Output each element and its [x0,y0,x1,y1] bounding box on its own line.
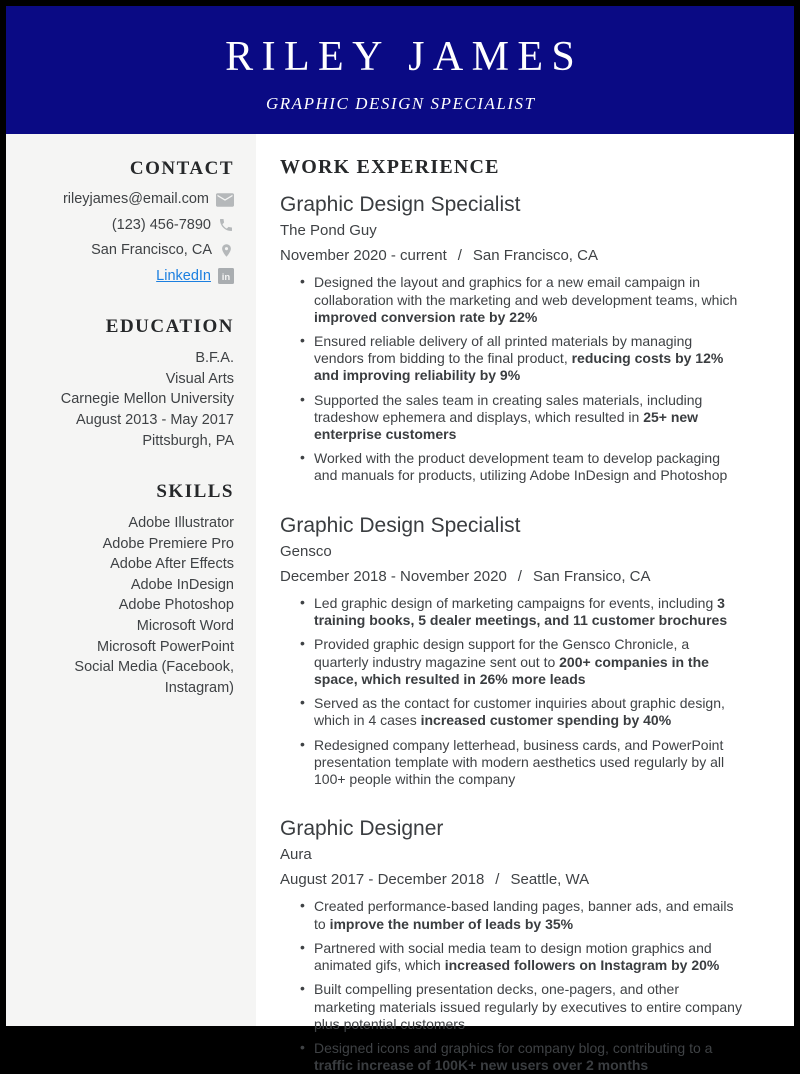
skill-item: Adobe InDesign [130,576,234,593]
sidebar [6,134,256,1026]
education-line: B.F.A. [195,350,234,367]
job-location: San Fransico, CA [532,568,651,585]
job-meta [280,869,742,890]
bullet-text: Ensured reliable delivery of all printed materials by managing vendors from bidding to the final product, [314,332,693,367]
contact-location-row [18,241,234,261]
skills-section [18,481,234,698]
jobs-list [280,191,742,1074]
job-bullet [280,1040,742,1074]
job-bullet [280,940,742,974]
job-title: Graphic Designer [280,817,444,841]
job-entry [280,815,742,1074]
bullet-text: Provided graphic design support for the Gensco Chronicle, a quarterly industry magazine sent out to [314,636,690,670]
bullet-highlight: increased followers on Instagram by 20% [444,957,720,974]
bullet-text: Built compelling presentation decks, one-pagers, and other marketing materials issued regularly by executives to entire company plus potential customers [314,981,742,1032]
bullet-highlight: 25+ new enterprise customers [314,408,699,443]
skills-list [18,513,234,698]
work-experience-heading: WORK EXPERIENCE [280,156,500,178]
contact-section [18,158,234,286]
education-lines [18,348,234,451]
linkedin-icon [218,268,234,284]
bullet-highlight: improved conversion rate by 22% [314,308,538,325]
bullet-text: Led graphic design of marketing campaigns for events, including [314,595,718,611]
job-bullet [280,898,742,932]
job-company: Aura [280,846,312,864]
job-meta [280,566,742,587]
skill-item: Social Media (Facebook, Instagram) [74,659,234,696]
job-location: Seattle, WA [510,871,590,889]
education-heading: EDUCATION [105,316,234,338]
job-bullets [280,898,742,1074]
job-title: Graphic Design Specialist [280,193,521,216]
contact-phone-row [18,216,234,236]
job-location: San Francisco, CA [472,247,598,265]
skill-item: Adobe Photoshop [118,597,234,614]
phone-value: (123) 456-7890 [111,216,211,233]
education-line: Visual Arts [165,370,234,387]
job-bullet [280,636,742,688]
bullet-text: Redesigned company letterhead, business cards, and PowerPoint presentation template with modern aesthetics used regularly by all 100+ people within the company [314,736,725,787]
job-dates: November 2020 - current [280,247,447,265]
job-dates: August 2017 - December 2018 [280,871,485,889]
job-company: Gensco [280,543,332,560]
phone-icon [218,217,234,233]
bullet-highlight: 3 training books, 5 dealer meetings, and 11 customer brochures [314,595,728,629]
bullet-highlight: 200+ companies in the space, which resulted in 26% more leads [314,653,709,687]
job-entry [280,512,742,788]
job-company: The Pond Guy [280,222,377,240]
job-bullet [280,981,742,1033]
job-bullets [280,274,742,484]
email-value: rileyjames@email.com [62,191,209,207]
bullet-highlight: traffic increase of 100K+ new users over 2 months [314,1057,649,1074]
person-title: GRAPHIC DESIGN SPECIALIST [265,93,536,113]
education-section [18,316,234,451]
job-dates: December 2018 - November 2020 [280,568,507,585]
contact-heading: CONTACT [129,158,234,179]
bullet-highlight: improve the number of leads by 35% [329,915,574,932]
bullet-text: Designed the layout and graphics for a new email campaign in collaboration with the marketing and web development teams, which [314,274,738,308]
bullet-highlight: increased customer spending by 40% [420,712,672,729]
bullet-text: Served as the contact for customer inquiries about graphic design, which in 4 cases [314,695,725,729]
education-line: August 2013 - May 2017 [76,411,234,428]
work-experience-column [256,134,794,1074]
job-bullet [280,695,742,729]
bullet-text: Supported the sales team in creating sales materials, including tradeshow ephemera and displays, which resulted in [314,391,703,425]
job-bullet [280,274,742,326]
skill-item: Microsoft Word [136,618,234,635]
contact-linkedin-row [18,267,234,287]
bullet-text: Created performance-based landing pages, banner ads, and emails to [314,898,734,932]
job-bullet [280,392,742,444]
skill-item: Adobe Premiere Pro [102,535,234,552]
job-meta-separator: / [517,568,522,585]
bullet-text: Worked with the product development team to develop packaging and manuals for products, utilizing Adobe InDesign and Photoshop [314,450,728,484]
linkedin-link[interactable]: LinkedIn [156,267,211,284]
skill-item: Microsoft PowerPoint [97,638,234,655]
job-meta-separator: / [495,871,500,889]
bullet-text: Partnered with social media team to design motion graphics and animated gifs, which [314,939,712,974]
job-entry [280,191,742,485]
education-line: Carnegie Mellon University [60,391,234,408]
job-bullet [280,737,742,789]
person-name: RILEY JAMES [225,33,584,80]
job-title: Graphic Design Specialist [280,513,521,537]
job-bullet [280,595,742,629]
contact-email-row [18,190,234,210]
bullet-text: Designed icons and graphics for company blog, contributing to a [314,1040,713,1057]
job-bullet [280,333,742,385]
job-bullet [280,450,742,484]
location-value: San Francisco, CA [91,242,212,259]
skills-heading: SKILLS [156,481,234,503]
skill-item: Adobe After Effects [110,556,234,573]
job-meta [280,245,742,266]
bullet-highlight: reducing costs by 12% and improving reliability by 9% [314,350,724,384]
svg-text:in: in [221,272,231,284]
job-meta-separator: / [457,247,462,265]
header-banner [6,6,794,134]
education-line: Pittsburgh, PA [142,432,234,449]
skill-item: Adobe Illustrator [128,515,234,532]
email-icon [216,193,234,207]
location-pin-icon [219,242,234,259]
job-bullets [280,595,742,788]
